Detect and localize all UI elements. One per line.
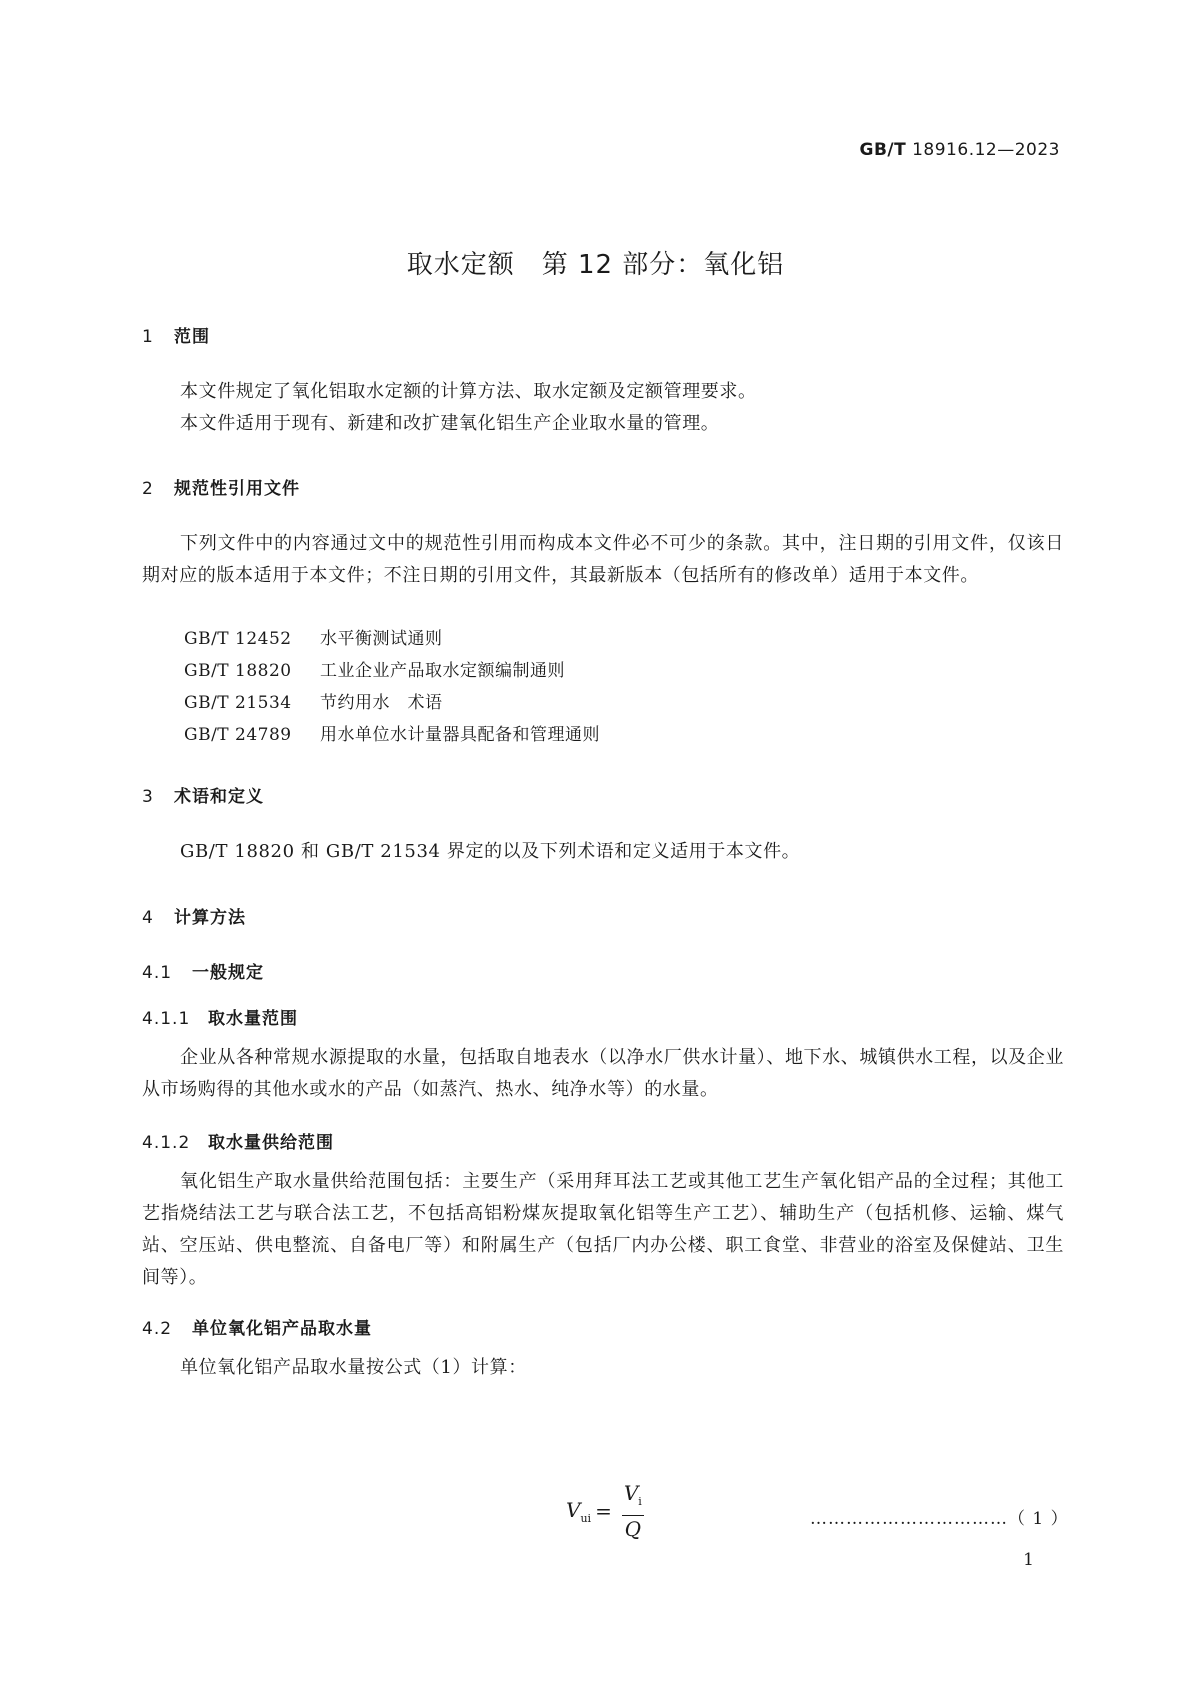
section-number: 4.1.1 (142, 1009, 191, 1029)
section-title: 规范性引用文件 (174, 479, 300, 499)
reference-code: GB/T 18820 (184, 661, 292, 681)
section-title: 取水量范围 (208, 1009, 298, 1029)
section-number: 3 (142, 787, 154, 807)
section-title: 一般规定 (192, 963, 264, 983)
formula-1 (566, 1482, 644, 1540)
section-title: 范围 (174, 327, 210, 347)
section-number: 4.2 (142, 1319, 173, 1339)
section-number: 4 (142, 908, 154, 928)
section-number: 4.1 (142, 963, 173, 983)
reference-code: GB/T 24789 (184, 725, 292, 745)
subsection-heading-4-1-2 (142, 1128, 334, 1153)
formula-lhs-subscript: ui (580, 1511, 592, 1525)
formula-equals: = (595, 1499, 612, 1523)
section-title: 取水量供给范围 (208, 1133, 334, 1153)
reference-item (184, 688, 443, 713)
standard-id (859, 140, 1060, 160)
page-number: 1 (1023, 1550, 1034, 1570)
standard-number: 18916.12—2023 (912, 140, 1060, 160)
reference-code: GB/T 21534 (184, 693, 292, 713)
document-title: 取水定额 第 12 部分：氧化铝 (406, 250, 785, 280)
subsection-heading-4-1-1 (142, 1004, 298, 1029)
reference-item (184, 656, 565, 681)
section-heading-3 (142, 782, 264, 807)
subsection-heading-4-2 (142, 1314, 372, 1339)
reference-title: 水平衡测试通则 (320, 629, 443, 649)
section-title: 术语和定义 (174, 787, 264, 807)
reference-item (184, 720, 600, 745)
paragraph: GB/T 18820 和 GB/T 21534 界定的以及下列术语和定义适用于本文件。 (180, 841, 801, 862)
fraction-numerator: $V_i$ (622, 1482, 644, 1516)
section-heading-2 (142, 474, 300, 499)
paragraph: 本文件适用于现有、新建和改扩建氧化铝生产企业取水量的管理。 (180, 413, 720, 434)
reference-item (184, 624, 443, 649)
numerator-subscript: i (638, 1495, 642, 1508)
reference-title: 节约用水 术语 (320, 693, 443, 713)
subsection-heading-4-1 (142, 958, 264, 983)
paragraph: 下列文件中的内容通过文中的规范性引用而构成本文件必不可少的条款。其中，注日期的引用文件，仅该日期对应的版本适用于本文件；不注日期的引用文件，其最新版本（包括所有的修改单）适用于本文件。 (142, 533, 1064, 586)
standard-prefix: GB/T (859, 140, 907, 160)
formula-fraction (622, 1482, 644, 1540)
paragraph: 单位氧化铝产品取水量按公式（1）计算： (180, 1357, 527, 1378)
paragraph: 氧化铝生产取水量供给范围包括：主要生产（采用拜耳法工艺或其他工艺生产氧化铝产品的全过程；其他工艺指烧结法工艺与联合法工艺，不包括高铝粉煤灰提取氧化铝等生产工艺）、辅助生产（包括机修、运输、煤气站、空压站、供电整流、自备电厂等）和附属生产（包括厂内办公楼、职工食堂、非营业的浴室及保健站、卫生间等）。 (142, 1171, 1064, 1288)
section-title: 单位氧化铝产品取水量 (192, 1319, 372, 1339)
section-number: 4.1.2 (142, 1133, 191, 1153)
section-heading-1 (142, 322, 210, 347)
reference-title: 用水单位水计量器具配备和管理通则 (320, 725, 600, 745)
section-number: 1 (142, 327, 154, 347)
section-heading-4 (142, 903, 246, 928)
paragraph: 企业从各种常规水源提取的水量，包括取自地表水（以净水厂供水计量）、地下水、城镇供水工程，以及企业从市场购得的其他水或水的产品（如蒸汽、热水、纯净水等）的水量。 (142, 1047, 1064, 1100)
reference-title: 工业企业产品取水定额编制通则 (320, 661, 565, 681)
equation-number: ……………………………（ 1 ） (810, 1509, 1069, 1529)
fraction-denominator: Q (624, 1517, 642, 1541)
reference-code: GB/T 12452 (184, 629, 292, 649)
formula-lhs: $V_{ui}$ (566, 1497, 592, 1525)
paragraph: 本文件规定了氧化铝取水定额的计算方法、取水定额及定额管理要求。 (180, 381, 757, 402)
section-number: 2 (142, 479, 154, 499)
section-title: 计算方法 (174, 908, 246, 928)
